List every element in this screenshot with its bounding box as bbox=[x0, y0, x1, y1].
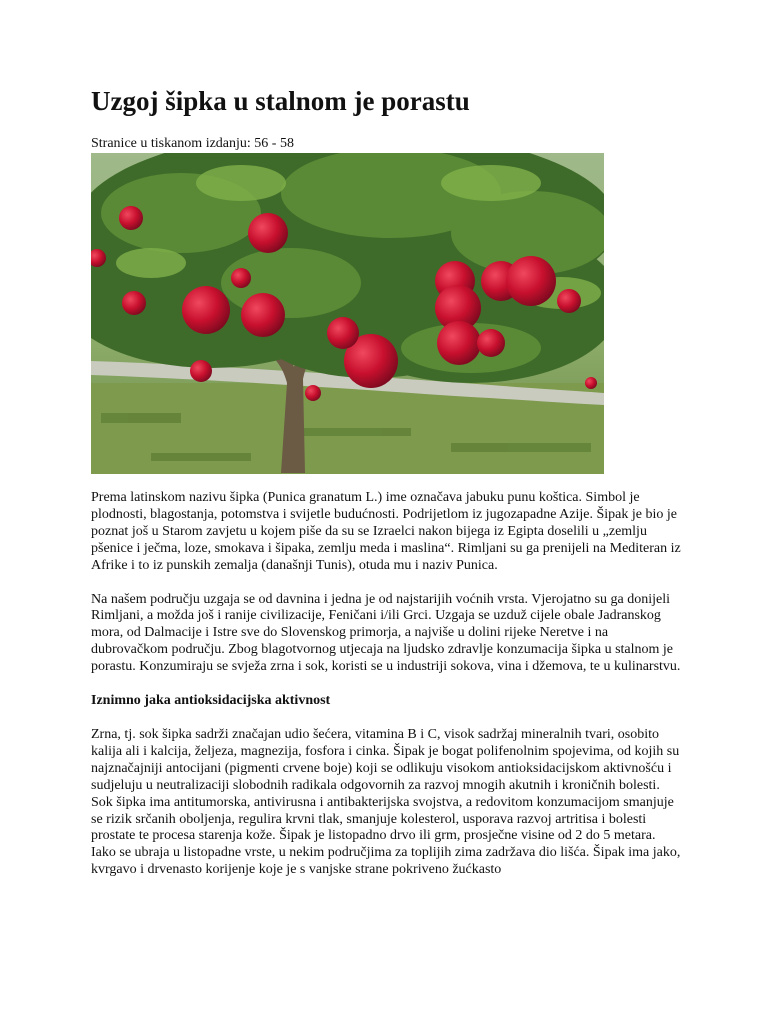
paragraph-history: Na našem području uzgaja se od davnina i jedna je od najstarijih voćnih vrsta. Vjerojatno su ga donijeli Rimljani, a možda još i ranije civilizacije, Feničani i/ili Grci. Uzgaja se uzduž cijele obale Jadranskog mora, od Dalmacije i Istre sve do Slovenskog primorja, a najviše u dolini rijeke Neretve i na dubrovačkom području. Zbog blagotvornog utjecaja na ljudsko zdravlje konzumacija šipka u stalnom je porastu. Konzumiraju se svježa zrna i sok, koristi se u industriji sokova, vina i džemova, te u kulinarstvu. bbox=[91, 591, 681, 675]
paragraph-antioxidants: Zrna, tj. sok šipka sadrži značajan udio šećera, vitamina B i C, visok sadržaj mineralnih tvari, osobito kalija ali i kalcija, željeza, magnezija, fosfora i cinka. Šipak je bogat polifenolnim spojevima, od kojih su najznačajniji antocijani (pigmenti crvene boje) koji se odlikuju visokom antioksidacijskom aktivnošću i sudjeluju u neutralizaciji slobodnih radikala odgovornih za razvoj mnogih akutnih i kroničnih bolesti. Sok šipka ima antitumorska, antivirusna i antibakterijska svojstva, a redovitom konzumacijom smanjuje se rizik srčanih oboljenja, regulira krvni tlak, smanjuje kolesterol, usporava razvoj artritisa i bolesti prostate te procesa starenja kože. Šipak je listopadno drvo ili grm, prosječne visine od 2 do 5 metara. Iako se ubraja u listopadne vrste, u nekim područjima za toplijih zima zadržava dio lišća. Šipak ima jako, kvrgavo i drvenasto korijenje koje je s vanjske strane pokriveno žućkasto bbox=[91, 726, 681, 878]
section-heading: Iznimno jaka antioksidacijska aktivnost bbox=[91, 693, 331, 709]
pomegranate-tree-photo bbox=[91, 153, 604, 474]
paragraph-intro: Prema latinskom nazivu šipka (Punica granatum L.) ime označava jabuku punu koštica. Simbol je plodnosti, blagostanja, potomstva i svijetle budućnosti. Podrijetlom iz jugozapadne Azije. Šipak je bio je poznat još u Starom zavjetu u kojem piše da su se Izraelci nakon bijega iz Egipta doselili u „zemlju pšenice i ječma, loze, smokava i šipaka, zemlju meda i maslina“. Rimljani su ga prenijeli na Mediteran iz Afrike i to iz punskih zemalja (današnji Tunis), otuda mu i naziv Punica. bbox=[91, 490, 681, 573]
print-pages-note: Stranice u tiskanom izdanju: 56 - 58 bbox=[91, 136, 294, 151]
article-body bbox=[91, 490, 681, 896]
article-title: Uzgoj šipka u stalnom je porastu bbox=[91, 86, 470, 116]
